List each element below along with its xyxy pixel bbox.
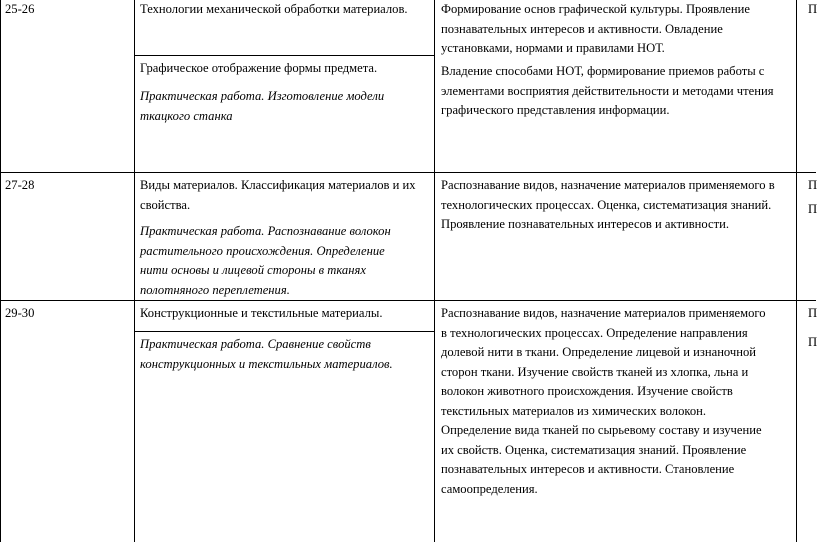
lesson-number: 29-30 [5, 306, 35, 320]
row-divider-1 [0, 172, 816, 173]
subtopic-title: Графическое отображение формы предмета. [140, 61, 378, 75]
topic-title: Технологии механической обработки материалов. [140, 2, 408, 16]
topic-title: Виды материалов. Классификация материалов и их свойства. [140, 178, 416, 212]
practical-work: Практическая работа. Изготовление модели ткацкого станка [140, 89, 385, 123]
column-divider-1 [134, 0, 135, 542]
extra-column-text: П [808, 202, 817, 216]
row-divider-2 [0, 300, 816, 301]
extra-column-text: П [808, 2, 817, 16]
extra-column-text: П [808, 306, 817, 320]
table-border-left [0, 0, 1, 542]
learning-goals: Распознавание видов, назначение материалов применяемого в технологических процессах. Оценка, систематизация знаний. Проявление познавательных интересов и активности. [441, 178, 775, 231]
topic-title: Конструкционные и текстильные материалы. [140, 306, 383, 320]
subcell-divider-2 [134, 331, 434, 332]
learning-goals-2: Владение способами НОТ, формирование приемов работы с элементами восприятия действительности и методами чтения графического представления информации. [441, 64, 774, 117]
column-divider-2 [434, 0, 435, 542]
practical-work: Практическая работа. Сравнение свойств конструкционных и текстильных материалов. [140, 337, 393, 371]
practical-work: Практическая работа. Распознавание волокон растительного происхождения. Определение нити основы и лицевой стороны в тканях полотняного переплетения. [140, 224, 391, 297]
learning-goals: Формирование основ графической культуры. Проявление познавательных интересов и активности. Овладение установками, нормами и правилами НОТ. [441, 2, 750, 55]
subcell-divider-1 [134, 55, 434, 56]
lesson-number: 25-26 [5, 2, 35, 16]
learning-goals: Распознавание видов, назначение материалов применяемого в технологических процессах. Определение направления долевой нити в ткани. Определение лицевой и изнаночной сторон ткани. Изучение свойств тканей из хлопка, льна и волокон животного происхождения. Изучение свойств текстильных материалов из химических волокон. Определение вида тканей по сырьевому составу и изучение их свойств. Оценка, систематизация знаний. Проявление познавательных интересов и активности. Становление самоопределения. [441, 306, 766, 496]
column-divider-3 [796, 0, 797, 542]
lesson-number: 27-28 [5, 178, 35, 192]
extra-column-text: П [808, 178, 817, 192]
extra-column-text: П [808, 335, 817, 349]
